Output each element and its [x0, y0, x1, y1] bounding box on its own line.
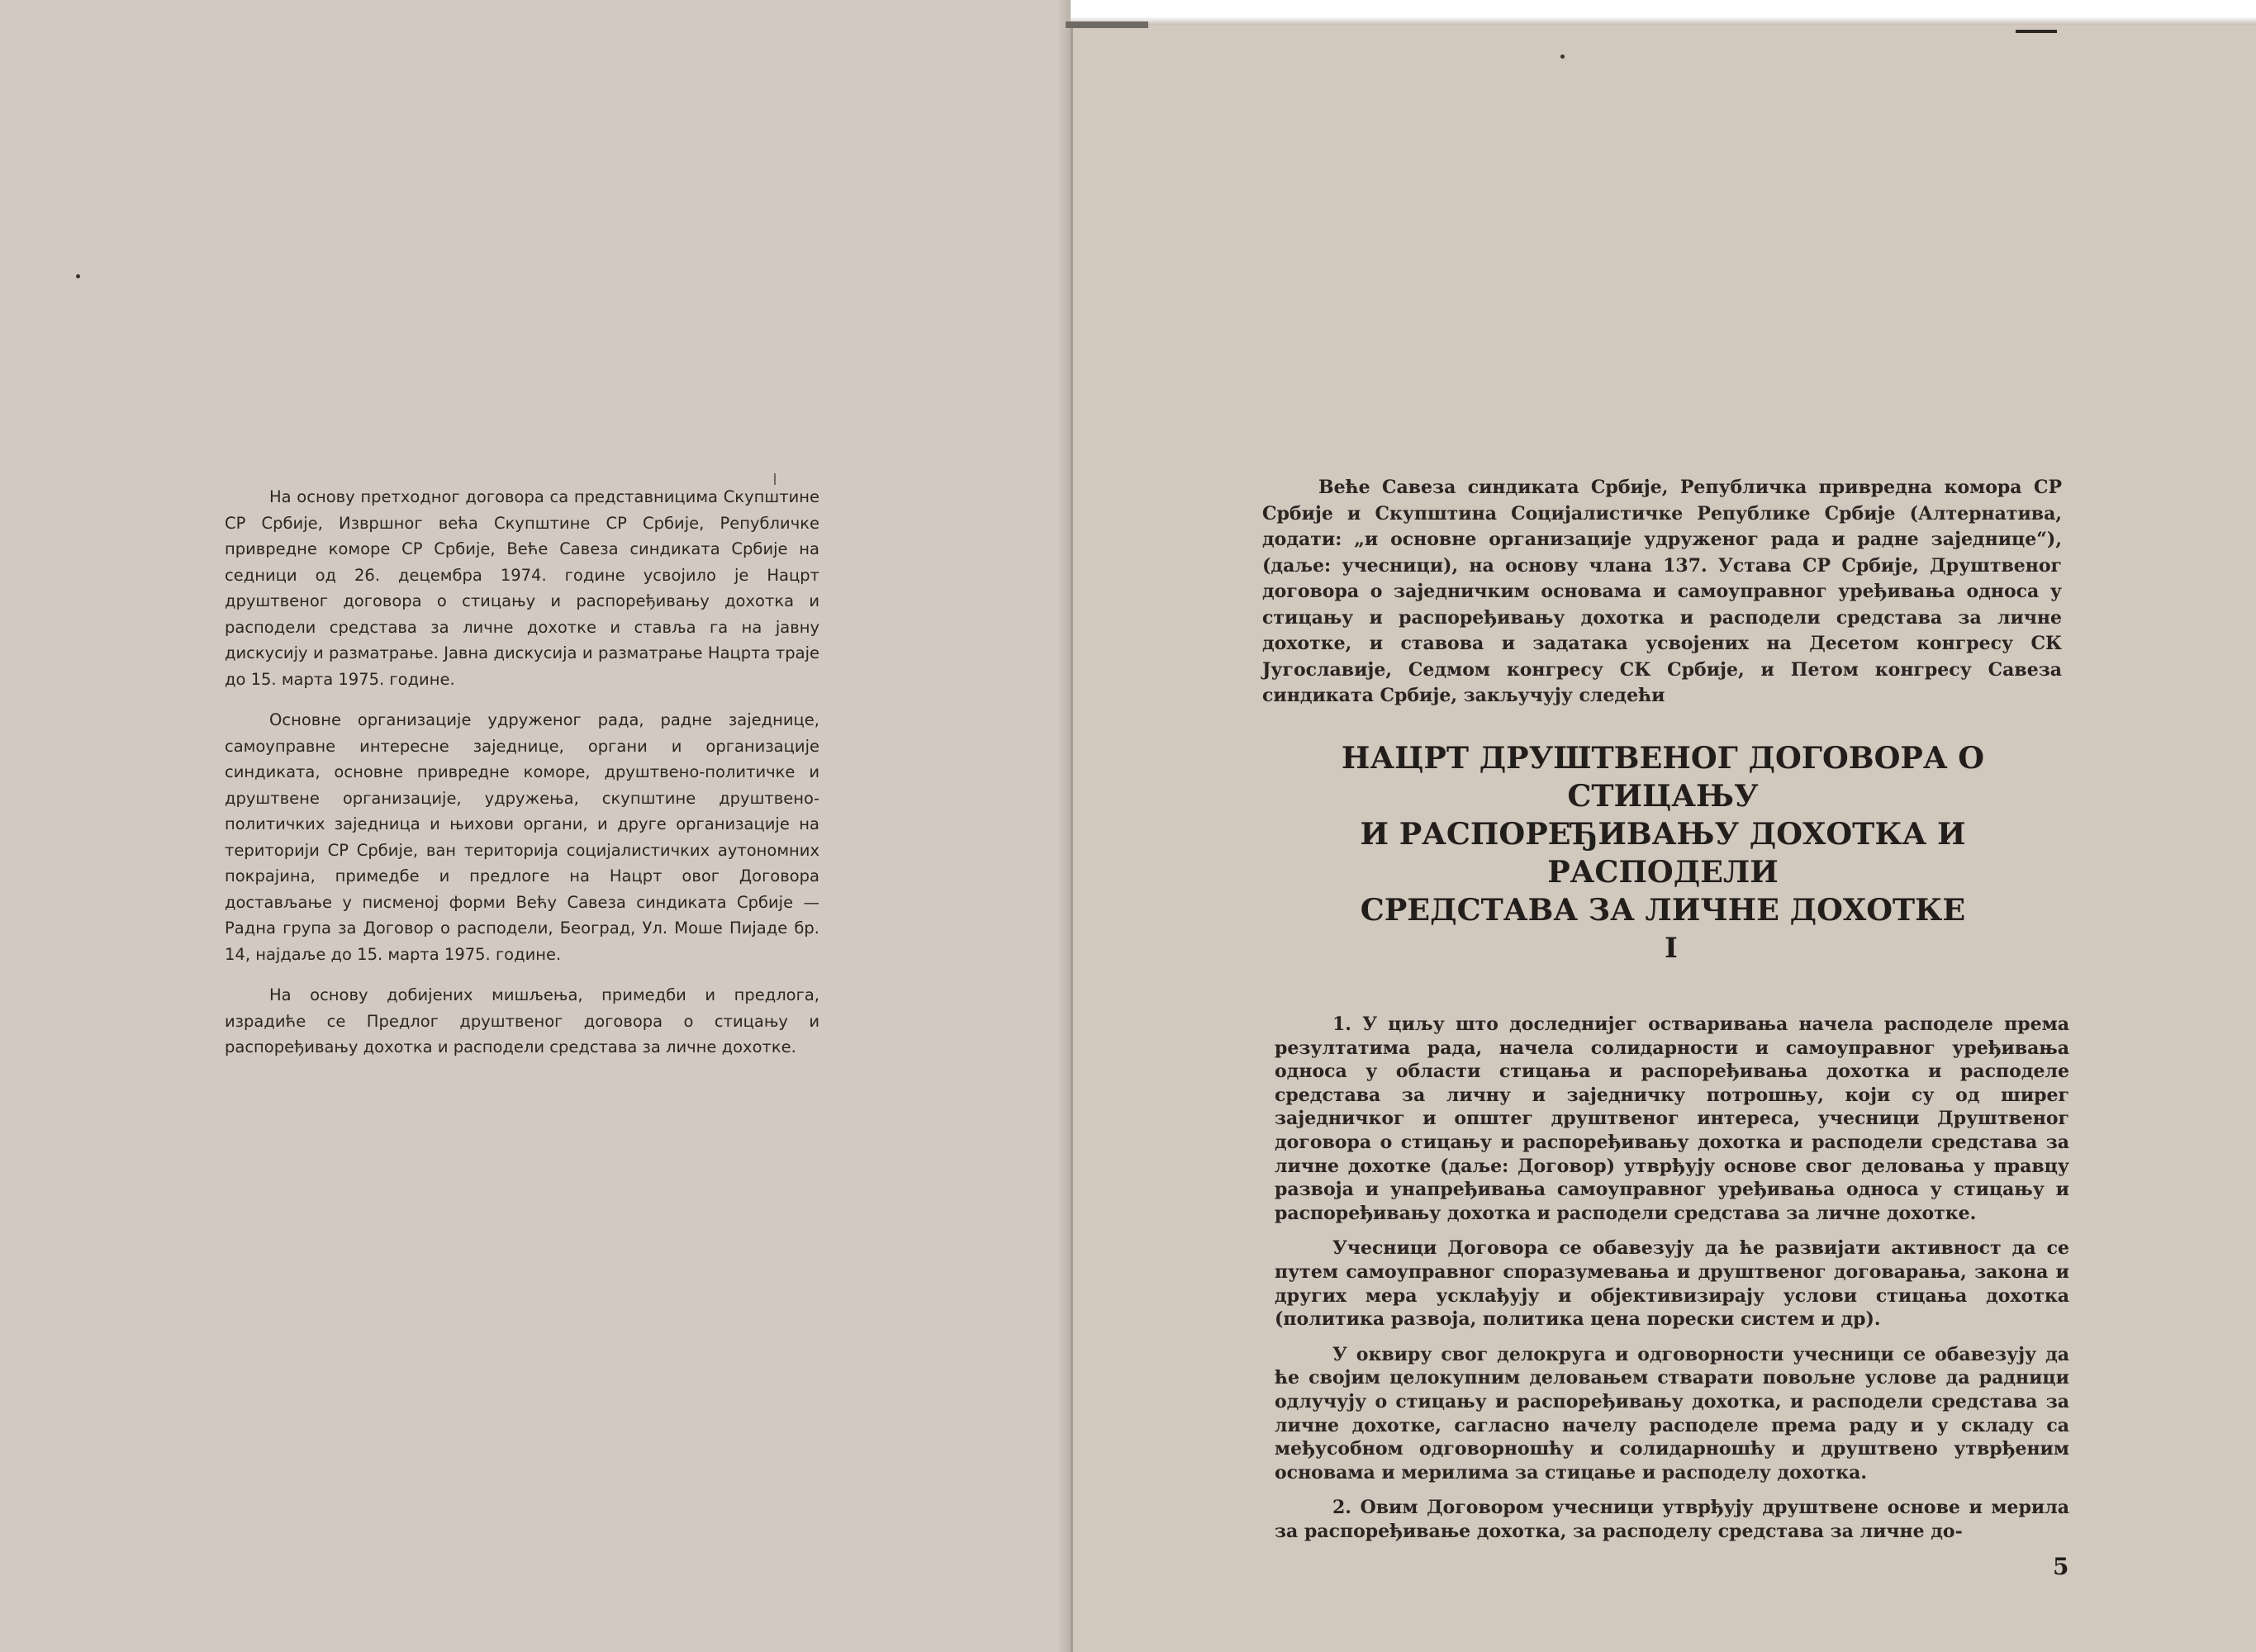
- left-paragraph-1: На основу претходног договора са представницима Скупштине СР Србије, Извршног већа Скупштине СР Србије, Републичке привредне коморе СР Србије, Веће Савеза синдиката Србије на седници од 26. децембра 1974. године усвојило је Нацрт друштвеног договора о стицању и распоређивању дохотка и расподели средстава за личне дохотке и ставља га на јавну дискусију и разматрање. Јавна дискусија и разматрање Нацрта траје до 15. марта 1975. године.: [225, 487, 819, 689]
- left-paragraph-2: Основне организације удруженог рада, радне заједнице, самоуправне интересне заједнице, органи и организације синдиката, основне привредне коморе, друштвено-политичке и друштвене организације, удружења, скупштине друштвено-политичких заједница и њихови органи, и друге организације на територији СР Србије, ван територија социјалистичких аутономних покрајина, примедбе и предлоге на Нацрт овог Договора достављање у писменој форми Већу Савеза синдиката Србије — Радна група за Договор о расподели, Београд, Ул. Моше Пијаде бр. 14, најдаље до 15. марта 1975. године.: [225, 710, 819, 964]
- title-line-2: И РАСПОРЕЂИВАЊУ ДОХОТКА И РАСПОДЕЛИ: [1360, 816, 1966, 890]
- corner-mark: [2016, 30, 2057, 33]
- section-heading: I: [1665, 932, 1678, 965]
- body-paragraph-2: Учесници Договора се обавезују да ће развијати активност да се путем самоуправног споразумевања и друштвеног договарања, закона и других мера усклађују и објективизирају услови стицања дохотка (политика развоја, политика цена порески систем и др).: [1275, 1237, 2069, 1331]
- paper-speck: [1560, 55, 1565, 59]
- body-paragraph-3: У оквиру свог делокруга и одговорности учесници се обавезују да ће својим целокупним деловањем стварати повољне услове да радници одлучују о стицању и распоређивању дохотка, и расподели средстава за личне дохотке, сагласно начелу расподеле према раду и у складу са међусобном одговорношћу и солидарношћу и друштвено утврђеним основама и мерилима за стицање и расподелу дохотка.: [1275, 1343, 2069, 1483]
- section-body: [1275, 1013, 2069, 1555]
- page-number: 5: [2053, 1553, 2069, 1580]
- right-page: [1071, 21, 2256, 1652]
- scanner-top-edge: [1071, 0, 2256, 25]
- left-page-text: [225, 484, 819, 1075]
- paper-speck: [76, 274, 80, 278]
- document-title: [1254, 739, 2072, 929]
- page-edge-tab: [1066, 21, 1148, 28]
- left-paragraph-3: На основу добијених мишљења, примедби и предлога, израдиће се Предлог друштвеног договора о стицању и распоређивању дохотка и расподели средстава за личне дохотке.: [225, 985, 819, 1056]
- body-paragraph-1: 1. У циљу што доследнијег остваривања начела расподеле према резултатима рада, начела солидарности и самоуправног уређивања односа у области стицања и распоређивања дохотка и расподеле средстава за личну и заједничку потрошњу, који су од ширег заједничког и општег друштвеног интереса, учесници Друштвеног договора о стицању и распоређивању дохотка и расподели средстава за личне дохотке (даље: Договор) утврђују основе свог деловања у правцу развоја и унапређивања самоуправног уређивања односа у стицању и распоређивању дохотка и расподели средстава за личне дохотке.: [1275, 1014, 2069, 1224]
- pencil-mark: [774, 473, 776, 485]
- title-line-3: СРЕДСТАВА ЗА ЛИЧНЕ ДОХОТКЕ: [1360, 892, 1966, 928]
- left-page: [0, 0, 1071, 1652]
- preamble-text: Веће Савеза синдиката Србије, Републичка привредна комора СР Србије и Скупштина Социјалистичке Републике Србије (Алтернатива, додати: „и основне организације удруженог рада и радне заједнице“), (даље: учесници), на основу члана 137. Устава СР Србије, Друштвеног договора о заједничким основама и самоуправног уређивања односа у стицању и распоређивању дохотка и расподели средстава за личне дохотке, и ставова и задатака усвојених на Десетом конгресу СК Југославије, Седмом конгресу СК Србије, и Петом конгресу Савеза синдиката Србије, закључују следећи: [1262, 477, 2062, 706]
- preamble: [1262, 475, 2062, 710]
- body-paragraph-4: 2. Овим Договором учесници утврђују друштвене основе и мерила за распоређивање дохотка, за расподелу средстава за личне до-: [1275, 1497, 2069, 1542]
- title-line-1: НАЦРТ ДРУШТВЕНОГ ДОГОВОРА О СТИЦАЊУ: [1341, 740, 1985, 814]
